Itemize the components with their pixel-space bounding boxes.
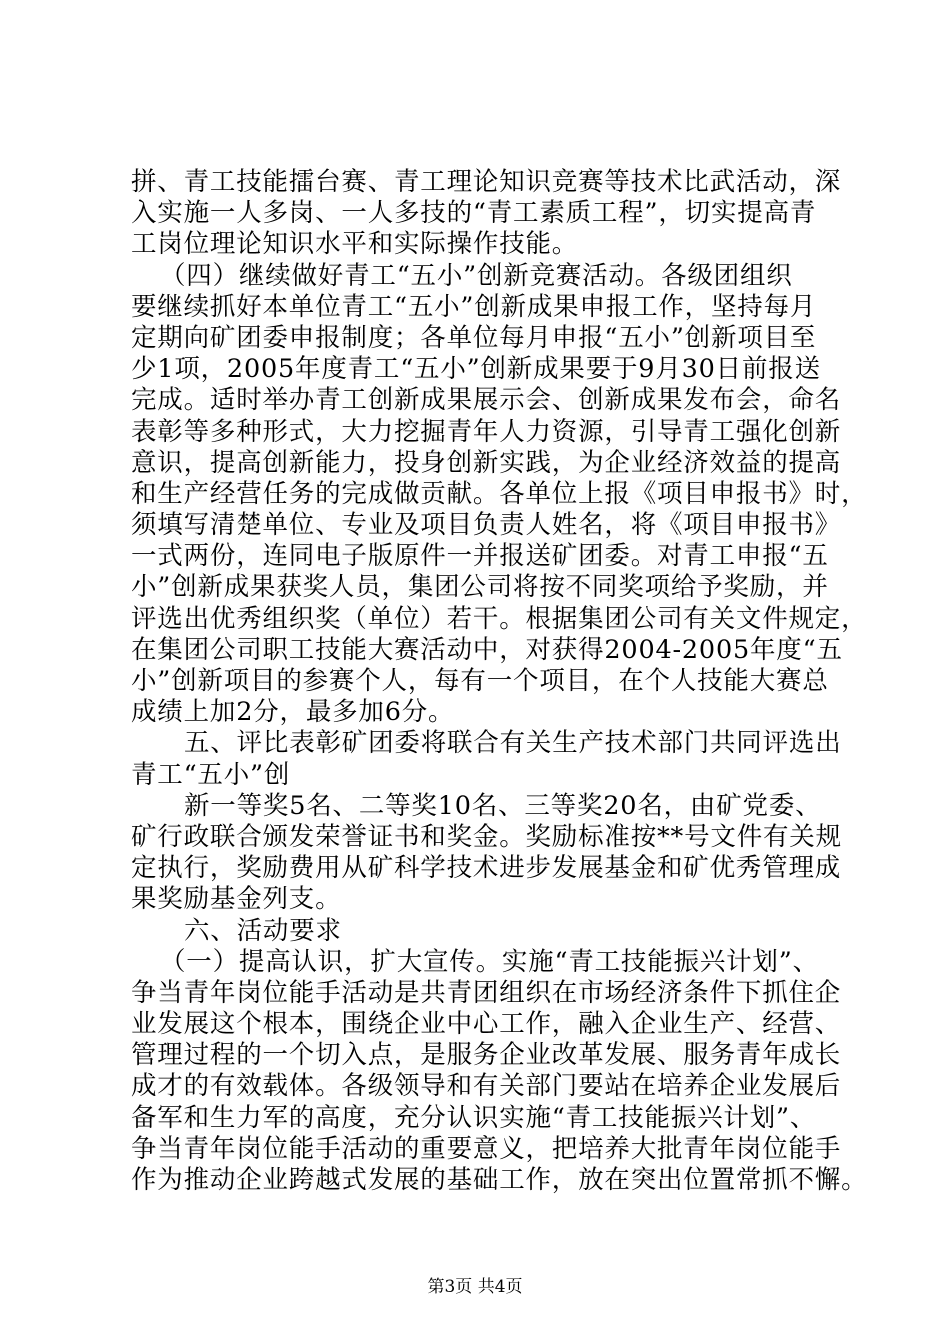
page-footer: 第3页 共4页 — [427, 1277, 523, 1297]
text-line: 定执行，奖励费用从矿科学技术进步发展基金和矿优秀管理成 — [131, 853, 842, 883]
text-line: 完成。适时举办青工创新成果展示会、创新成果发布会，命名 — [131, 385, 842, 415]
text-line: 入实施一人多岗、一人多技的“青工素质工程”，切实提高青 — [131, 198, 817, 228]
text-line: 要继续抓好本单位青工“五小”创新成果申报工作，坚持每月 — [131, 292, 817, 322]
text-line: 在集团公司职工技能大赛活动中，对获得2004-2005年度“五 — [131, 635, 843, 665]
text-line: 新一等奖5名、二等奖10名、三等奖20名，由矿党委、 — [184, 791, 822, 821]
text-line: 少1项，2005年度青工“五小”创新成果要于9月30日前报送 — [131, 354, 821, 384]
text-line: 矿行政联合颁发荣誉证书和奖金。奖励标准按**号文件有关规 — [131, 822, 842, 852]
text-line: 青工“五小”创 — [131, 760, 291, 790]
text-line: 备军和生力军的高度，充分认识实施“青工技能振兴计划”、 — [131, 1103, 817, 1133]
section-heading: 六、活动要求 — [184, 916, 342, 946]
text-line: 小”创新成果获奖人员，集团公司将按不同奖项给予奖励，并 — [131, 572, 829, 602]
text-line: 争当青年岗位能手活动的重要意义，把培养大批青年岗位能手 — [131, 1134, 842, 1164]
text-line: 和生产经营任务的完成做贡献。各单位上报《项目申报书》时， — [131, 479, 868, 509]
text-line: 表彰等多种形式，大力挖掘青年人力资源，引导青工强化创新 — [131, 417, 842, 447]
text-line: 一式两份，连同电子版原件一并报送矿团委。对青工申报“五 — [131, 541, 829, 571]
text-line: 意识，提高创新能力，投身创新实践，为企业经济效益的提高 — [131, 448, 842, 478]
text-line: 定期向矿团委申报制度；各单位每月申报“五小”创新项目至 — [131, 323, 817, 353]
text-line: （一）提高认识，扩大宣传。实施“青工技能振兴计划”、 — [160, 947, 819, 977]
text-line: 成绩上加2分，最多加6分。 — [131, 697, 455, 727]
text-line: 作为推动企业跨越式发展的基础工作，放在突出位置常抓不懈。 — [131, 1165, 868, 1195]
text-line: 成才的有效载体。各级领导和有关部门要站在培养企业发展后 — [131, 1071, 842, 1101]
text-line: 评选出优秀组织奖（单位）若干。根据集团公司有关文件规定， — [131, 604, 868, 634]
text-line: （四）继续做好青工“五小”创新竞赛活动。各级团组织 — [160, 261, 793, 291]
text-line: 果奖励基金列支。 — [131, 884, 342, 914]
text-line: 工岗位理论知识水平和实际操作技能。 — [131, 229, 579, 259]
text-line: 须填写清楚单位、专业及项目负责人姓名，将《项目申报书》 — [131, 510, 842, 540]
text-line: 管理过程的一个切入点，是服务企业改革发展、服务青年成长 — [131, 1040, 842, 1070]
text-line: 小”创新项目的参赛个人，每有一个项目，在个人技能大赛总 — [131, 666, 829, 696]
text-line: 争当青年岗位能手活动是共青团组织在市场经济条件下抓住企 — [131, 978, 842, 1008]
section-heading: 五、评比表彰矿团委将联合有关生产技术部门共同评选出 — [184, 728, 842, 758]
text-line: 拼、青工技能擂台赛、青工理论知识竞赛等技术比武活动，深 — [131, 167, 842, 197]
text-line: 业发展这个根本，围绕企业中心工作，融入企业生产、经营、 — [131, 1009, 842, 1039]
